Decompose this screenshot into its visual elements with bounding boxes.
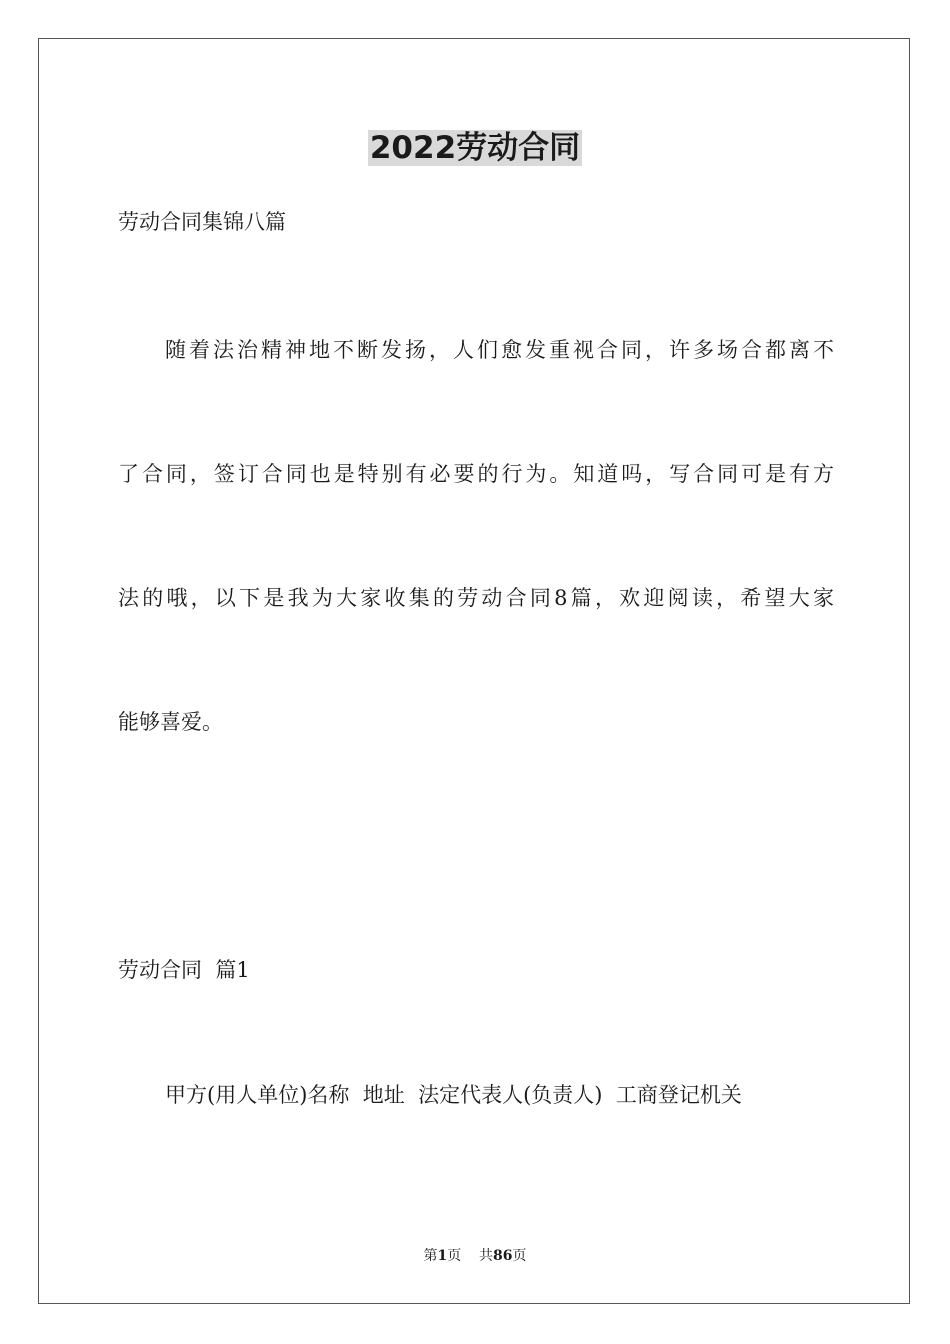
intro-line-4: 能够喜爱。 [118, 710, 223, 734]
document-subtitle: 劳动合同集锦八篇 [118, 210, 286, 234]
footer-page-suffix: 页 [447, 1248, 462, 1264]
document-title-text: 2022劳动合同 [369, 130, 581, 166]
document-title [0, 126, 950, 170]
section-first-line: 甲方(用人单位)名称 地址 法定代表人(负责人) 工商登记机关 [165, 1083, 742, 1107]
footer-total-pages: 86 [493, 1248, 513, 1264]
intro-line-2: 了合同，签订合同也是特别有必要的行为。知道吗，写合同可是有方 [118, 462, 834, 486]
footer-total-suffix: 页 [512, 1248, 527, 1264]
page-footer [0, 1246, 950, 1266]
section-heading: 劳动合同 篇1 [118, 958, 250, 982]
footer-total-prefix: 共 [479, 1248, 494, 1264]
intro-line-3: 法的哦，以下是我为大家收集的劳动合同8篇，欢迎阅读，希望大家 [118, 586, 834, 610]
intro-line-1: 随着法治精神地不断发扬，人们愈发重视合同，许多场合都离不 [165, 338, 834, 362]
footer-page-prefix: 第 [423, 1248, 438, 1264]
footer-page-number: 1 [437, 1248, 448, 1264]
